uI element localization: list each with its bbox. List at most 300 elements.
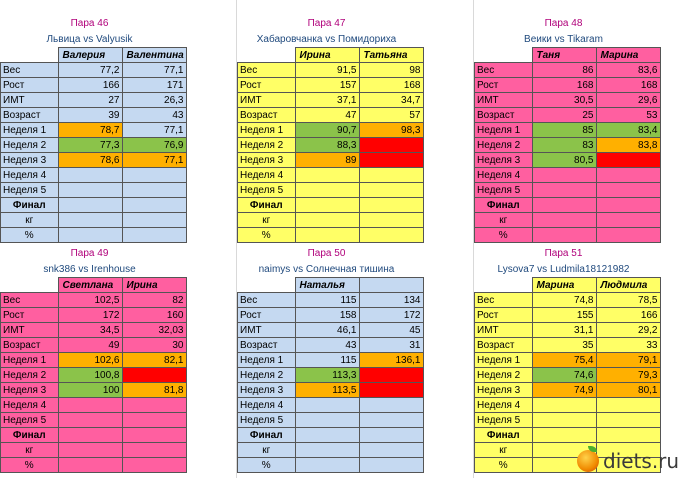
table-row [238, 168, 424, 183]
table-row [475, 168, 661, 183]
value-cell[interactable]: 83,8 [596, 138, 660, 153]
header-row [238, 48, 424, 63]
row-label: Неделя 4 [1, 398, 59, 413]
value-cell[interactable]: 77,1 [122, 153, 186, 168]
final-cell[interactable] [58, 213, 122, 228]
value-cell[interactable]: 100 [58, 383, 122, 398]
value-cell[interactable]: 74,6 [532, 368, 596, 383]
value-cell[interactable] [359, 183, 423, 198]
final-cell[interactable] [122, 428, 186, 443]
value-cell[interactable]: 100,8 [58, 368, 122, 383]
final-row [1, 428, 187, 443]
table-row [475, 368, 661, 383]
table-row [1, 123, 187, 138]
value-cell[interactable]: 172 [359, 308, 423, 323]
pair-title: Пара 50 [307, 248, 346, 259]
team-title: snk386 vs Irenhouse [43, 264, 136, 275]
row-label: Неделя 4 [475, 168, 533, 183]
value-cell[interactable] [596, 168, 660, 183]
value-cell[interactable]: 85 [532, 123, 596, 138]
table-row [238, 293, 424, 308]
row-label: Вес [238, 293, 296, 308]
kg-label: кг [475, 443, 533, 458]
row-label: Возраст [238, 338, 296, 353]
row-label: Неделя 2 [238, 138, 296, 153]
final-cell[interactable] [58, 458, 122, 473]
participant-name[interactable]: Марина [532, 278, 596, 293]
value-cell[interactable]: 113,3 [295, 368, 359, 383]
value-cell[interactable] [359, 413, 423, 428]
row-label: Неделя 3 [238, 153, 296, 168]
final-cell[interactable] [295, 228, 359, 243]
value-cell[interactable]: 34,7 [359, 93, 423, 108]
table-row [475, 93, 661, 108]
value-cell[interactable] [122, 183, 186, 198]
row-label: Неделя 3 [238, 383, 296, 398]
value-cell[interactable] [596, 413, 660, 428]
percent-label: % [1, 228, 59, 243]
value-cell[interactable]: 90,7 [295, 123, 359, 138]
table-row [1, 353, 187, 368]
table-row [475, 338, 661, 353]
row-label: Вес [475, 63, 533, 78]
pair-block [237, 246, 421, 473]
value-cell[interactable]: 43 [295, 338, 359, 353]
table-row [238, 78, 424, 93]
final-cell[interactable] [295, 458, 359, 473]
value-cell[interactable]: 78,7 [58, 123, 122, 138]
value-cell[interactable]: 74,9 [532, 383, 596, 398]
percent-label: % [238, 228, 296, 243]
value-cell[interactable] [532, 413, 596, 428]
final-label: Финал [1, 198, 59, 213]
value-cell[interactable]: 83,6 [596, 63, 660, 78]
row-label: ИМТ [475, 323, 533, 338]
final-cell[interactable] [532, 228, 596, 243]
value-cell[interactable]: 98 [359, 63, 423, 78]
value-cell[interactable]: 79,3 [596, 368, 660, 383]
table-row [238, 138, 424, 153]
value-cell[interactable]: 77,1 [122, 123, 186, 138]
value-cell[interactable]: 33 [596, 338, 660, 353]
value-cell[interactable]: 35 [532, 338, 596, 353]
row-label: ИМТ [1, 323, 59, 338]
value-cell[interactable]: 82,1 [122, 353, 186, 368]
header-row [1, 278, 187, 293]
value-cell[interactable]: 29,2 [596, 323, 660, 338]
final-label: Финал [1, 428, 59, 443]
weight-table [0, 47, 187, 243]
table-row [238, 323, 424, 338]
row-label: Неделя 2 [1, 368, 59, 383]
table-row [238, 108, 424, 123]
value-cell[interactable]: 81,8 [122, 383, 186, 398]
row-label: Неделя 2 [1, 138, 59, 153]
value-cell[interactable]: 47 [295, 108, 359, 123]
final-label: Финал [238, 428, 296, 443]
final-cell[interactable] [359, 458, 423, 473]
row-label: Неделя 5 [475, 183, 533, 198]
value-cell[interactable]: 168 [596, 78, 660, 93]
header-empty-cell [1, 278, 59, 293]
row-label: Возраст [475, 108, 533, 123]
participant-name[interactable] [359, 278, 423, 293]
table-row [475, 138, 661, 153]
header-empty-cell [238, 278, 296, 293]
participant-name[interactable]: Светлана [58, 278, 122, 293]
value-cell[interactable]: 37,1 [295, 93, 359, 108]
table-row [1, 383, 187, 398]
final-cell[interactable] [596, 213, 660, 228]
final-cell[interactable] [58, 198, 122, 213]
percent-label: % [238, 458, 296, 473]
final-row [1, 443, 187, 458]
pair-block [474, 246, 658, 473]
row-label: Неделя 2 [475, 138, 533, 153]
percent-label: % [475, 458, 533, 473]
table-row [475, 293, 661, 308]
final-cell[interactable] [295, 198, 359, 213]
table-row [1, 338, 187, 353]
value-cell[interactable]: 78,6 [58, 153, 122, 168]
table-row [238, 368, 424, 383]
value-cell[interactable]: 29,6 [596, 93, 660, 108]
row-label: Вес [1, 63, 59, 78]
table-row [1, 293, 187, 308]
final-row [238, 228, 424, 243]
pair-title: Пара 46 [70, 18, 109, 29]
value-cell[interactable]: 98,3 [359, 123, 423, 138]
row-label: Неделя 5 [1, 183, 59, 198]
value-cell[interactable]: 32,03 [122, 323, 186, 338]
table-row [475, 123, 661, 138]
final-cell[interactable] [295, 213, 359, 228]
table-row [1, 153, 187, 168]
table-row [1, 168, 187, 183]
value-cell[interactable]: 166 [596, 308, 660, 323]
final-cell[interactable] [532, 428, 596, 443]
value-cell[interactable]: 102,5 [58, 293, 122, 308]
final-row [238, 458, 424, 473]
value-cell[interactable]: 57 [359, 108, 423, 123]
value-cell[interactable] [359, 153, 423, 168]
value-cell[interactable]: 49 [58, 338, 122, 353]
final-row [238, 428, 424, 443]
value-cell[interactable]: 91,5 [295, 63, 359, 78]
value-cell[interactable]: 43 [122, 108, 186, 123]
value-cell[interactable]: 39 [58, 108, 122, 123]
value-cell[interactable]: 74,8 [532, 293, 596, 308]
value-cell[interactable]: 166 [58, 78, 122, 93]
final-cell[interactable] [122, 213, 186, 228]
value-cell[interactable] [295, 398, 359, 413]
team-title: Веики vs Tikaram [524, 34, 603, 45]
value-cell[interactable]: 158 [295, 308, 359, 323]
value-cell[interactable]: 31,1 [532, 323, 596, 338]
value-cell[interactable] [596, 183, 660, 198]
row-label: ИМТ [238, 93, 296, 108]
value-cell[interactable] [122, 398, 186, 413]
row-label: Неделя 2 [475, 368, 533, 383]
value-cell[interactable]: 76,9 [122, 138, 186, 153]
value-cell[interactable]: 157 [295, 78, 359, 93]
pair-block [474, 16, 658, 243]
table-row [1, 63, 187, 78]
final-row [238, 443, 424, 458]
final-label: Финал [475, 428, 533, 443]
final-cell[interactable] [359, 428, 423, 443]
row-label: Неделя 5 [1, 413, 59, 428]
table-row [238, 93, 424, 108]
value-cell[interactable]: 172 [58, 308, 122, 323]
table-row [475, 398, 661, 413]
value-cell[interactable] [295, 168, 359, 183]
final-label: Финал [475, 198, 533, 213]
row-label: Неделя 1 [1, 123, 59, 138]
header-empty-cell [238, 48, 296, 63]
final-cell[interactable] [359, 443, 423, 458]
table-row [238, 183, 424, 198]
final-cell[interactable] [122, 228, 186, 243]
value-cell[interactable]: 78,5 [596, 293, 660, 308]
row-label: Рост [238, 78, 296, 93]
final-row [475, 213, 661, 228]
row-label: Неделя 4 [238, 168, 296, 183]
header-row [475, 48, 661, 63]
header-row [238, 278, 424, 293]
value-cell[interactable]: 31 [359, 338, 423, 353]
value-cell[interactable] [532, 183, 596, 198]
value-cell[interactable]: 171 [122, 78, 186, 93]
final-cell[interactable] [122, 198, 186, 213]
final-row [475, 428, 661, 443]
team-title: Львица vs Valyusik [46, 34, 133, 45]
table-row [238, 308, 424, 323]
final-cell[interactable] [295, 428, 359, 443]
participant-name[interactable]: Людмила [596, 278, 660, 293]
final-cell[interactable] [596, 228, 660, 243]
row-label: Вес [1, 293, 59, 308]
final-cell[interactable] [295, 443, 359, 458]
final-cell[interactable] [532, 213, 596, 228]
table-row [238, 413, 424, 428]
value-cell[interactable] [295, 413, 359, 428]
value-cell[interactable] [359, 368, 423, 383]
participant-name[interactable]: Валентина [122, 48, 186, 63]
value-cell[interactable]: 80,1 [596, 383, 660, 398]
final-cell[interactable] [532, 198, 596, 213]
participant-name[interactable]: Таня [532, 48, 596, 63]
header-empty-cell [475, 48, 533, 63]
value-cell[interactable]: 77,2 [58, 63, 122, 78]
apple-icon [577, 450, 599, 472]
final-cell[interactable] [122, 458, 186, 473]
table-row [475, 63, 661, 78]
row-label: ИМТ [1, 93, 59, 108]
value-cell[interactable] [58, 413, 122, 428]
value-cell[interactable] [58, 398, 122, 413]
row-label: Рост [1, 308, 59, 323]
table-row [475, 353, 661, 368]
table-row [1, 138, 187, 153]
value-cell[interactable]: 155 [532, 308, 596, 323]
value-cell[interactable] [596, 153, 660, 168]
final-row [475, 228, 661, 243]
header-row [475, 278, 661, 293]
row-label: Вес [475, 293, 533, 308]
logo-text: diets.ru [603, 449, 680, 473]
row-label: Неделя 1 [1, 353, 59, 368]
value-cell[interactable]: 168 [532, 78, 596, 93]
value-cell[interactable]: 102,6 [58, 353, 122, 368]
table-row [1, 183, 187, 198]
value-cell[interactable]: 115 [295, 353, 359, 368]
value-cell[interactable] [532, 168, 596, 183]
value-cell[interactable]: 79,1 [596, 353, 660, 368]
row-label: Неделя 5 [475, 413, 533, 428]
kg-label: кг [1, 443, 59, 458]
table-row [475, 323, 661, 338]
participant-name[interactable]: Валерия [58, 48, 122, 63]
weight-table [474, 277, 661, 473]
row-label: Неделя 1 [238, 123, 296, 138]
final-cell[interactable] [359, 228, 423, 243]
row-label: Неделя 5 [238, 183, 296, 198]
value-cell[interactable]: 30,5 [532, 93, 596, 108]
final-cell[interactable] [58, 443, 122, 458]
pair-block [0, 16, 184, 243]
final-cell[interactable] [596, 198, 660, 213]
value-cell[interactable] [359, 168, 423, 183]
team-title: Lysova7 vs Ludmila18121982 [497, 264, 630, 275]
table-row [1, 108, 187, 123]
value-cell[interactable]: 77,3 [58, 138, 122, 153]
row-label: Рост [475, 78, 533, 93]
value-cell[interactable]: 86 [532, 63, 596, 78]
value-cell[interactable]: 134 [359, 293, 423, 308]
participant-name[interactable]: Ирина [295, 48, 359, 63]
final-cell[interactable] [58, 428, 122, 443]
final-cell[interactable] [122, 443, 186, 458]
final-cell[interactable] [58, 228, 122, 243]
kg-label: кг [475, 213, 533, 228]
pair-title: Пара 47 [307, 18, 346, 29]
final-label: Финал [238, 198, 296, 213]
table-row [238, 123, 424, 138]
value-cell[interactable]: 34,5 [58, 323, 122, 338]
row-label: Неделя 3 [1, 153, 59, 168]
participant-name[interactable]: Наталья [295, 278, 359, 293]
final-row [1, 213, 187, 228]
value-cell[interactable] [122, 368, 186, 383]
value-cell[interactable]: 26,3 [122, 93, 186, 108]
final-cell[interactable] [359, 198, 423, 213]
table-row [238, 338, 424, 353]
value-cell[interactable]: 115 [295, 293, 359, 308]
value-cell[interactable]: 88,3 [295, 138, 359, 153]
row-label: Возраст [475, 338, 533, 353]
value-cell[interactable]: 83 [532, 138, 596, 153]
final-row [238, 213, 424, 228]
value-cell[interactable] [359, 398, 423, 413]
table-row [238, 383, 424, 398]
weight-table [237, 47, 424, 243]
value-cell[interactable] [532, 398, 596, 413]
value-cell[interactable] [359, 138, 423, 153]
row-label: Возраст [238, 108, 296, 123]
final-row [1, 458, 187, 473]
value-cell[interactable]: 83,4 [596, 123, 660, 138]
value-cell[interactable] [122, 168, 186, 183]
table-row [238, 353, 424, 368]
row-label: Неделя 1 [475, 123, 533, 138]
value-cell[interactable] [359, 383, 423, 398]
row-label: Неделя 3 [1, 383, 59, 398]
value-cell[interactable]: 53 [596, 108, 660, 123]
percent-label: % [475, 228, 533, 243]
weight-table [474, 47, 661, 243]
value-cell[interactable]: 46,1 [295, 323, 359, 338]
kg-label: кг [1, 213, 59, 228]
value-cell[interactable]: 160 [122, 308, 186, 323]
final-row [238, 198, 424, 213]
final-cell[interactable] [359, 213, 423, 228]
header-empty-cell [475, 278, 533, 293]
table-row [475, 413, 661, 428]
table-row [1, 308, 187, 323]
header-row [1, 48, 187, 63]
value-cell[interactable]: 136,1 [359, 353, 423, 368]
participant-name[interactable]: Ирина [122, 278, 186, 293]
participant-name[interactable]: Татьяна [359, 48, 423, 63]
table-row [1, 93, 187, 108]
final-row [1, 228, 187, 243]
row-label: Неделя 4 [238, 398, 296, 413]
header-empty-cell [1, 48, 59, 63]
value-cell[interactable]: 89 [295, 153, 359, 168]
participant-name[interactable]: Марина [596, 48, 660, 63]
value-cell[interactable]: 168 [359, 78, 423, 93]
value-cell[interactable] [58, 168, 122, 183]
value-cell[interactable]: 80,5 [532, 153, 596, 168]
row-label: Неделя 3 [475, 383, 533, 398]
table-row [475, 108, 661, 123]
value-cell[interactable]: 113,5 [295, 383, 359, 398]
value-cell[interactable] [122, 413, 186, 428]
table-row [475, 383, 661, 398]
diets-logo[interactable] [575, 446, 699, 476]
value-cell[interactable]: 82 [122, 293, 186, 308]
value-cell[interactable]: 30 [122, 338, 186, 353]
table-row [475, 308, 661, 323]
value-cell[interactable]: 45 [359, 323, 423, 338]
table-row [475, 153, 661, 168]
value-cell[interactable] [596, 398, 660, 413]
table-row [1, 368, 187, 383]
table-row [238, 398, 424, 413]
final-cell[interactable] [596, 428, 660, 443]
value-cell[interactable] [58, 183, 122, 198]
pair-block [0, 246, 184, 473]
value-cell[interactable]: 25 [532, 108, 596, 123]
row-label: Неделя 5 [238, 413, 296, 428]
value-cell[interactable]: 27 [58, 93, 122, 108]
value-cell[interactable]: 75,4 [532, 353, 596, 368]
row-label: Рост [475, 308, 533, 323]
value-cell[interactable]: 77,1 [122, 63, 186, 78]
value-cell[interactable] [295, 183, 359, 198]
percent-label: % [1, 458, 59, 473]
